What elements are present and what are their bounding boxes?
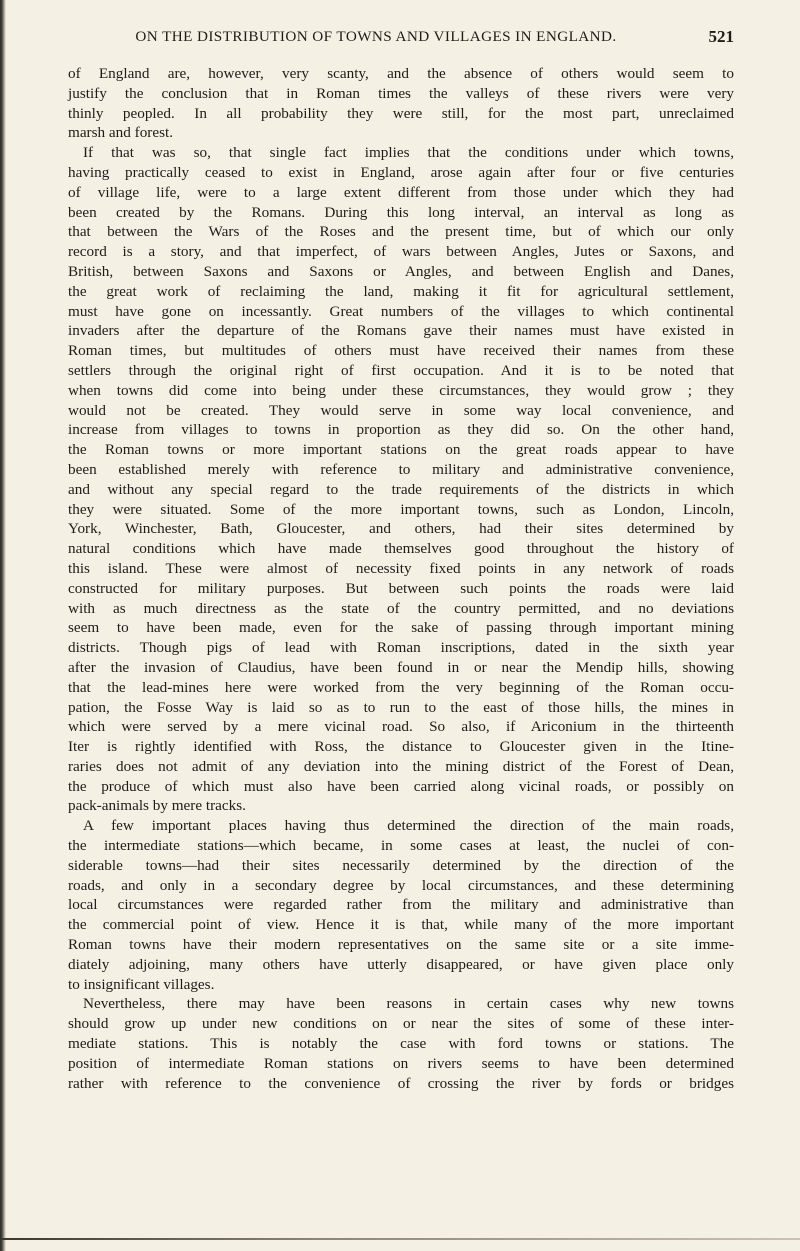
text-line: A few important places having thus determined the direction of the main roads, bbox=[83, 817, 734, 835]
text-line: If that was so, that single fact implies that the conditions under which towns, bbox=[83, 144, 734, 162]
text-line: to insignificant villages. bbox=[68, 975, 215, 993]
text-line: rather with reference to the convenience of crossing the river by fords or bridges bbox=[68, 1074, 734, 1092]
text-line: Roman times, but multitudes of others must have received their names from these bbox=[68, 342, 734, 360]
page-binding-edge bbox=[0, 0, 6, 1251]
body-text bbox=[68, 64, 734, 1093]
text-line: that the lead-mines here were worked from the very beginning of the Roman occu- bbox=[68, 678, 734, 696]
text-line: of village life, were to a large extent different from those under which they had bbox=[68, 183, 734, 201]
text-line: having practically ceased to exist in England, arose again after four or five centuries bbox=[68, 163, 734, 181]
text-line: British, between Saxons and Saxons or Angles, and between English and Danes, bbox=[68, 262, 734, 280]
text-line: would not be created. They would serve in some way local convenience, and bbox=[68, 401, 734, 419]
page-number: 521 bbox=[708, 27, 734, 46]
text-line: constructed for military purposes. But between such points the roads were laid bbox=[68, 579, 734, 597]
text-line: Roman towns have their modern representatives on the same site or a site imme- bbox=[68, 936, 734, 954]
text-line: when towns did come into being under these circumstances, they would grow ; they bbox=[68, 381, 734, 399]
text-line: should grow up under new conditions on or near the sites of some of these inter- bbox=[68, 1015, 734, 1033]
text-line: justify the conclusion that in Roman times the valleys of these rivers were very bbox=[68, 84, 734, 102]
text-line: thinly peopled. In all probability they were still, for the most part, unreclaimed bbox=[68, 104, 734, 122]
text-line: natural conditions which have made themselves good throughout the history of bbox=[68, 540, 734, 558]
text-line: been established merely with reference to military and administrative convenience, bbox=[68, 460, 734, 478]
text-line: Iter is rightly identified with Ross, the distance to Gloucester given in the Itine- bbox=[68, 738, 734, 756]
text-line: of England are, however, very scanty, and the absence of others would seem to bbox=[68, 65, 734, 82]
text-line: increase from villages to towns in proportion as they did so. On the other hand, bbox=[68, 421, 734, 439]
page-header bbox=[68, 28, 734, 52]
text-line: position of intermediate Roman stations on rivers seems to have been determined bbox=[68, 1054, 734, 1072]
text-line: the intermediate stations—which became, in some cases at least, the nuclei of con- bbox=[68, 837, 734, 855]
text-line: been created by the Romans. During this long interval, an interval as long as bbox=[68, 203, 734, 221]
text-line: raries does not admit of any deviation into the mining district of the Forest of Dean, bbox=[68, 757, 734, 775]
text-line: pack-animals by mere tracks. bbox=[68, 797, 246, 815]
text-line: settlers through the original right of first occupation. And it is to be noted that bbox=[68, 361, 734, 379]
text-line: siderable towns—had their sites necessarily determined by the direction of the bbox=[68, 856, 734, 874]
text-line: diately adjoining, many others have utterly disappeared, or have given place only bbox=[68, 955, 734, 973]
bottom-edge-rule bbox=[0, 1238, 800, 1240]
text-line: invaders after the departure of the Romans gave their names must have existed in bbox=[68, 322, 734, 340]
text-line: this island. These were almost of necessity fixed points in any network of roads bbox=[68, 559, 734, 577]
text-line: roads, and only in a secondary degree by local circumstances, and these determining bbox=[68, 876, 734, 894]
text-line: the great work of reclaiming the land, making it fit for agricultural settlement, bbox=[68, 282, 734, 300]
text-line: Nevertheless, there may have been reasons in certain cases why new towns bbox=[83, 995, 734, 1013]
text-line: and without any special regard to the trade requirements of the districts in which bbox=[68, 480, 734, 498]
text-line: the produce of which must also have been carried along vicinal roads, or possibly on bbox=[68, 777, 734, 795]
text-line: which were served by a mere vicinal road. So also, if Ariconium in the thirteenth bbox=[68, 718, 734, 736]
text-line: mediate stations. This is notably the case with ford towns or stations. The bbox=[68, 1035, 734, 1053]
text-line: local circumstances were regarded rather from the military and administrative than bbox=[68, 896, 734, 914]
text-line: record is a story, and that imperfect, of wars between Angles, Jutes or Saxons, and bbox=[68, 243, 734, 261]
text-line: York, Winchester, Bath, Gloucester, and others, had their sites determined by bbox=[68, 520, 734, 538]
text-line: must have gone on incessantly. Great numbers of the villages to which continental bbox=[68, 302, 734, 320]
text-line: the Roman towns or more important stations on the great roads appear to have bbox=[68, 441, 734, 459]
text-line: districts. Though pigs of lead with Roman inscriptions, dated in the sixth year bbox=[68, 639, 734, 657]
text-line: seem to have been made, even for the sake of passing through important mining bbox=[68, 619, 734, 637]
text-line: that between the Wars of the Roses and the present time, but of which our only bbox=[68, 223, 734, 241]
text-line: they were situated. Some of the more important towns, such as London, Lincoln, bbox=[68, 500, 734, 518]
text-line: pation, the Fosse Way is laid so as to run to the east of those hills, the mines in bbox=[68, 698, 734, 716]
running-title: ON THE DISTRIBUTION OF TOWNS AND VILLAGES IN ENGLAND. bbox=[135, 28, 617, 45]
text-line: marsh and forest. bbox=[68, 124, 174, 142]
text-line: the commercial point of view. Hence it is that, while many of the more important bbox=[68, 916, 734, 934]
text-line: after the invasion of Claudius, have been found in or near the Mendip hills, showing bbox=[68, 658, 734, 676]
text-line: with as much directness as the state of the country permitted, and no deviations bbox=[68, 599, 734, 617]
